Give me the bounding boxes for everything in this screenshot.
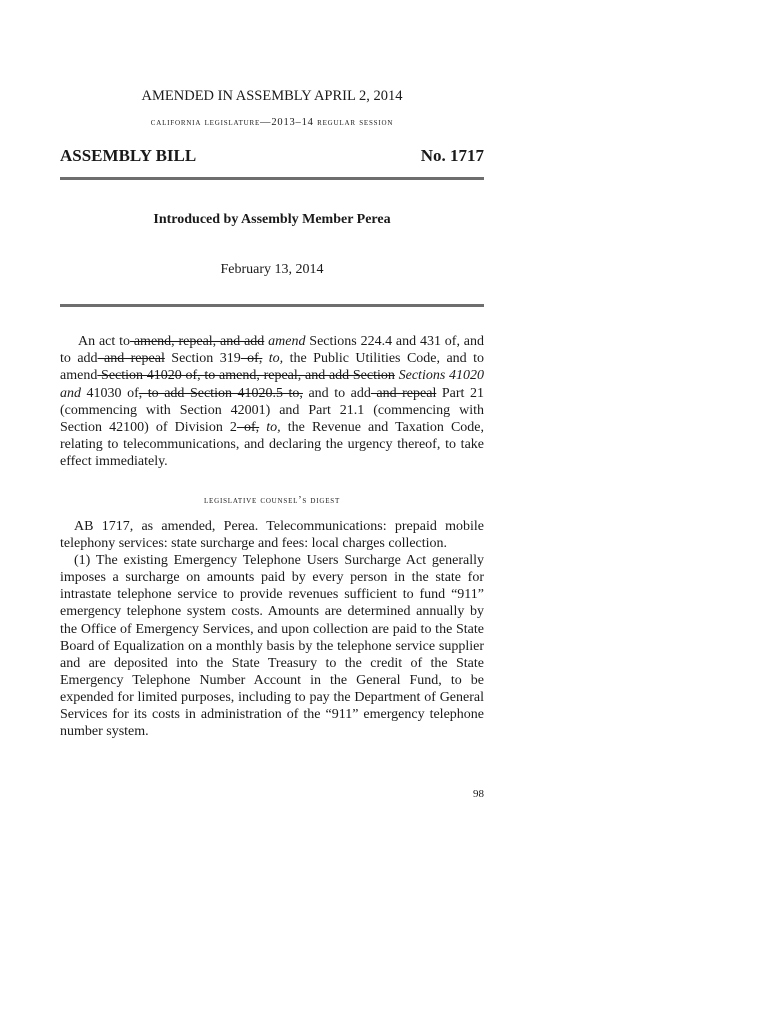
digest-body: [60, 518, 484, 740]
act-text: Part 21 (commencing with Section 42001) and Part 21.1 (commencing with Section 42100) of Division 2: [60, 385, 484, 436]
act-text: Sections 224.4 and 431 of, and to add: [60, 334, 484, 367]
digest-paragraph: (1) The existing Emergency Telephone Users Surcharge Act generally imposes a surcharge on amounts paid by every person in the state for intrastate telephone service to provide revenues sufficient to fund “911” emergency telephone system costs. Amounts are determined annually by the Office of Emergency Services, and upon collection are paid to the State Board of Equalization on a monthly basis by the telephone service supplier and are deposited into the State Treasury to the credit of the State Emergency Telephone Number Account in the General Fund, to be expended for limited purposes, including to pay the Department of General Services for its costs in administration of the “911” emergency telephone number system.: [60, 553, 484, 740]
act-inserted-text: to,: [262, 351, 284, 367]
act-struck-text: of,: [240, 351, 263, 367]
title-divider: [60, 304, 484, 307]
act-text: Section 319: [164, 351, 241, 367]
act-struck-text: amend, repeal, and add: [130, 334, 265, 349]
bill-header: [60, 146, 484, 168]
act-inserted-text: to,: [259, 420, 281, 436]
act-struck-text: of,: [236, 420, 260, 436]
act-struck-text: Section 41020 of, to amend, repeal, and add Section: [97, 368, 395, 384]
act-struck-text: and repeal: [97, 351, 165, 367]
bill-type: ASSEMBLY BILL: [60, 146, 197, 165]
bill-number: No. 1717: [420, 146, 484, 165]
act-inserted-text: Sections 41020 and: [60, 368, 485, 401]
introduction-date: February 13, 2014: [220, 262, 324, 277]
act-text: and to add: [302, 385, 371, 401]
header-divider: [60, 177, 484, 180]
act-inserted-text: amend: [264, 334, 306, 349]
act-title: [60, 333, 484, 471]
act-struck-text: , to add Section 41020.5 to,: [138, 385, 303, 401]
act-struck-text: and repeal: [370, 385, 437, 401]
act-text: An act to: [78, 334, 130, 349]
digest-paragraph: AB 1717, as amended, Perea. Telecommunications: prepaid mobile telephony services: state surcharge and fees: local charges collection.: [60, 519, 484, 552]
page-number: 98: [473, 788, 484, 800]
introduced-by: Introduced by Assembly Member Perea: [153, 212, 391, 227]
amended-date-line: AMENDED IN ASSEMBLY APRIL 2, 2014: [141, 88, 403, 104]
act-text: the Public Utilities Code, and to amend: [60, 351, 484, 384]
act-text: 41030 of: [81, 385, 139, 401]
digest-heading: legislative counsel’s digest: [203, 495, 341, 506]
act-text: the Revenue and Taxation Code, relating to telecommunications, and declaring the urgency thereof, to take effect immediately.: [60, 420, 485, 470]
session-line: california legislature—2013–14 regular session: [150, 117, 394, 128]
